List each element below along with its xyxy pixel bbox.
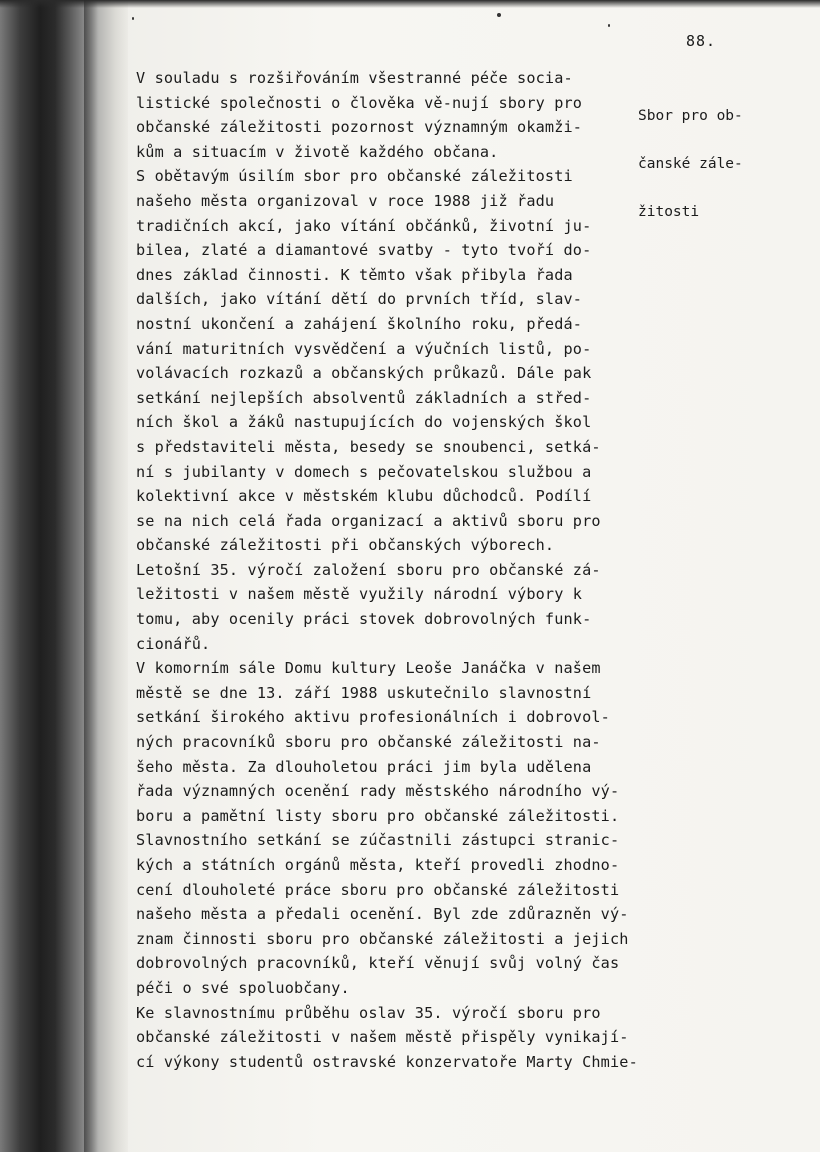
text-line: setkání širokého aktivu profesionálních i dobrovol- xyxy=(136,708,610,727)
text-line: kých a státních orgánů města, kteří provedli zhodno- xyxy=(136,856,620,874)
text-line: bilea, zlaté a diamantové svatby - tyto tvoří do- xyxy=(136,241,592,260)
text-line: ných pracovníků sboru pro občanské záležitosti na- xyxy=(136,733,601,752)
page-number: 88. xyxy=(686,32,717,50)
text-line: dnes základ činnosti. K těmto však přibyla řada xyxy=(136,265,573,284)
text-line: vání maturitních vysvědčení a výučních listů, po- xyxy=(136,339,592,358)
text-line: řada významných ocenění rady městského národního vý- xyxy=(136,782,620,801)
text-line: ní s jubilanty v domech s pečovatelskou službou a xyxy=(136,462,592,481)
text-line: cionářů. xyxy=(136,634,211,653)
text-line: tomu, aby ocenily práci stovek dobrovolných funk- xyxy=(136,610,592,629)
binding-edge xyxy=(0,0,128,1152)
margin-note-line: Sbor pro ob- xyxy=(638,108,743,124)
text-line: Ke slavnostnímu průběhu oslav 35. výročí sboru pro xyxy=(136,1003,601,1022)
text-line: kům a situacím v životě každého občana. xyxy=(136,142,499,161)
top-edge-shadow xyxy=(0,0,820,8)
text-line: občanské záležitosti v našem městě přispěly vynikají- xyxy=(136,1028,629,1047)
text-line: dobrovolných pracovníků, kteří věnují svůj volný čas xyxy=(136,954,620,973)
text-line: šeho města. Za dlouholetou práci jim byla udělena xyxy=(136,757,592,776)
typewritten-body xyxy=(136,66,696,1074)
text-line: nostní ukončení a zahájení školního roku, předá- xyxy=(136,314,583,333)
text-line: kolektivní akce v městském klubu důchodců. Podílí xyxy=(136,487,592,506)
text-line: našeho města a předali ocenění. Byl zde zdůrazněn vý- xyxy=(136,905,629,924)
ink-speck xyxy=(497,13,501,17)
text-line: znam činnosti sboru pro občanské záležitosti a jejich xyxy=(136,929,629,948)
text-line: S obětavým úsilím sbor pro občanské záležitosti xyxy=(136,167,573,186)
text-line: městě se dne 13. září 1988 uskutečnilo slavnostní xyxy=(136,683,592,702)
text-line: našeho města organizoval v roce 1988 již řadu xyxy=(136,191,555,210)
text-line: Slavnostního setkání se zúčastnili zástupci stranic- xyxy=(136,831,620,850)
text-line: setkání nejlepších absolventů základních a střed- xyxy=(136,388,592,407)
text-line: s představiteli města, besedy se snoubenci, setká- xyxy=(136,437,601,456)
text-line: boru a pamětní listy sboru pro občanské záležitosti. xyxy=(136,806,620,825)
text-line: Letošní 35. výročí založení sboru pro občanské zá- xyxy=(136,560,601,579)
text-line: cení dlouholeté práce sboru pro občanské záležitosti xyxy=(136,880,620,899)
ink-speck xyxy=(608,24,610,27)
text-line: ních škol a žáků nastupujících do vojenských škol xyxy=(136,413,592,432)
binding-shadow xyxy=(84,0,98,1152)
text-line: občanské záležitosti při občanských výborech. xyxy=(136,536,555,555)
ink-speck xyxy=(132,17,134,20)
text-line: se na nich celá řada organizací a aktivů sboru pro xyxy=(136,511,601,530)
text-line: ležitosti v našem městě využily národní výbory k xyxy=(136,585,583,604)
margin-note-line: žitosti xyxy=(638,204,700,220)
text-line: péči o své spoluobčany. xyxy=(136,978,350,997)
text-line: V souladu s rozšiřováním všestranné péče socia- xyxy=(136,69,573,87)
text-line: cí výkony studentů ostravské konzervatoře Marty Chmie- xyxy=(136,1052,638,1071)
text-line: volávacích rozkazů a občanských průkazů. Dále pak xyxy=(136,364,592,383)
text-line: V komorním sále Domu kultury Leoše Janáčka v našem xyxy=(136,659,601,678)
margin-note-line: čanské zále- xyxy=(638,156,743,172)
text-line: listické společnosti o člověka vě-nují sbory pro xyxy=(136,93,583,112)
text-line: dalších, jako vítání dětí do prvních tříd, slav- xyxy=(136,290,583,309)
text-line: občanské záležitosti pozornost významným okamži- xyxy=(136,118,583,137)
text-line: tradičních akcí, jako vítání občánků, životní ju- xyxy=(136,216,592,235)
